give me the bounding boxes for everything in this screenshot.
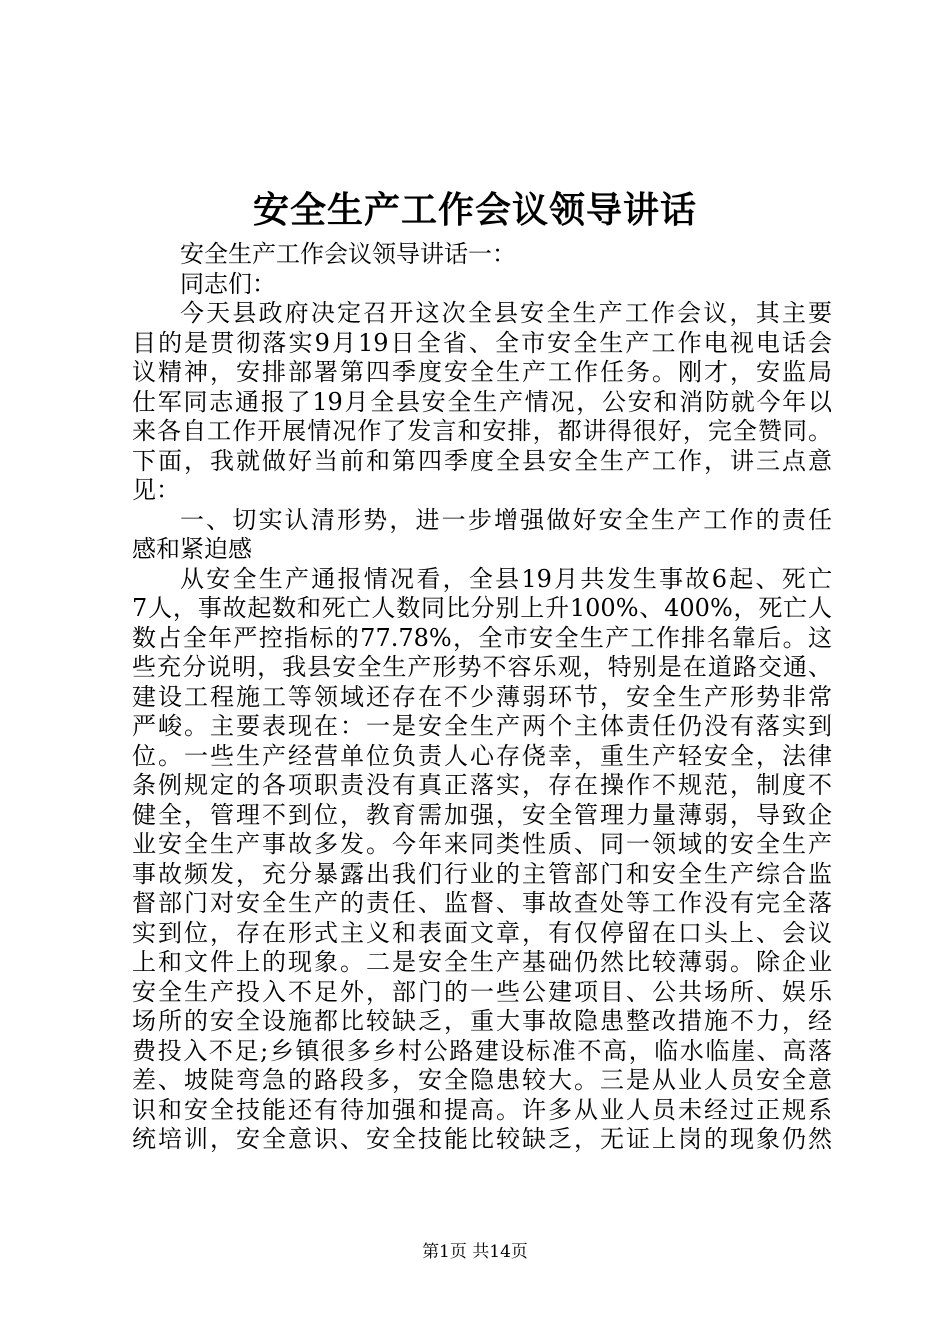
text-line: 严峻。主要表现在：一是安全生产两个主体责任仍没有落实到 bbox=[132, 712, 832, 740]
text-line: 议精神，安排部署第四季度安全生产工作任务。刚才，安监局 bbox=[132, 358, 832, 386]
text-line: 位。一些生产经营单位负责人心存侥幸，重生产轻安全，法律 bbox=[132, 741, 832, 770]
text-line: 目的是贯彻落实9月19日全省、全市安全生产工作电视电话会 bbox=[132, 328, 832, 357]
text-line: 安全生产工作会议领导讲话一： bbox=[180, 240, 516, 268]
text-line: 业安全生产事故多发。今年来同类性质、同一领域的安全生产 bbox=[132, 830, 832, 858]
text-line: 识和安全技能还有待加强和提高。许多从业人员未经过正规系 bbox=[132, 1095, 832, 1124]
text-line: 见： bbox=[132, 476, 180, 504]
text-line: 同志们： bbox=[180, 269, 276, 298]
text-line: 来各自工作开展情况作了发言和安排，都讲得很好，完全赞同。 bbox=[132, 417, 832, 445]
text-line: 场所的安全设施都比较缺乏，重大事故隐患整改措施不力，经 bbox=[132, 1007, 832, 1035]
text-line: 下面，我就做好当前和第四季度全县安全生产工作，讲三点意 bbox=[132, 446, 832, 475]
text-line: 条例规定的各项职责没有真正落实，存在操作不规范，制度不 bbox=[132, 771, 832, 799]
text-line: 统培训，安全意识、安全技能比较缺乏，无证上岗的现象仍然 bbox=[132, 1125, 832, 1153]
text-line: 督部门对安全生产的责任、监督、事故查处等工作没有完全落 bbox=[132, 889, 832, 917]
document-body bbox=[132, 240, 832, 1155]
text-line: 数占全年严控指标的77.78%，全市安全生产工作排名靠后。这 bbox=[132, 623, 832, 652]
text-line: 实到位，存在形式主义和表面文章，有仅停留在口头上、会议 bbox=[132, 918, 832, 947]
text-line: 感和紧迫感 bbox=[132, 535, 252, 563]
text-line: 费投入不足;乡镇很多乡村公路建设标准不高，临水临崖、高落 bbox=[132, 1036, 832, 1065]
text-line: 仕军同志通报了19月全县安全生产情况，公安和消防就今年以 bbox=[132, 387, 832, 416]
text-line: 从安全生产通报情况看，全县19月共发生事故6起、死亡 bbox=[180, 564, 832, 593]
text-line: 上和文件上的现象。二是安全生产基础仍然比较薄弱。除企业 bbox=[132, 948, 832, 976]
document-title: 安全生产工作会议领导讲话 bbox=[252, 189, 697, 231]
text-line: 7人，事故起数和死亡人数同比分别上升100%、400%，死亡人 bbox=[132, 594, 832, 622]
text-line: 安全生产投入不足外，部门的一些公建项目、公共场所、娱乐 bbox=[132, 977, 832, 1006]
page-footer: 第1页 共14页 bbox=[422, 1242, 528, 1262]
text-line: 事故频发，充分暴露出我们行业的主管部门和安全生产综合监 bbox=[132, 859, 832, 888]
text-line: 建设工程施工等领域还存在不少薄弱环节，安全生产形势非常 bbox=[132, 682, 832, 711]
text-line: 今天县政府决定召开这次全县安全生产工作会议，其主要 bbox=[180, 299, 832, 327]
text-line: 健全，管理不到位，教育需加强，安全管理力量薄弱，导致企 bbox=[132, 800, 832, 829]
text-line: 差、坡陡弯急的路段多，安全隐患较大。三是从业人员安全意 bbox=[132, 1066, 832, 1094]
text-line: 一、切实认清形势，进一步增强做好安全生产工作的责任 bbox=[180, 505, 832, 534]
text-line: 些充分说明，我县安全生产形势不容乐观，特别是在道路交通、 bbox=[132, 653, 832, 681]
